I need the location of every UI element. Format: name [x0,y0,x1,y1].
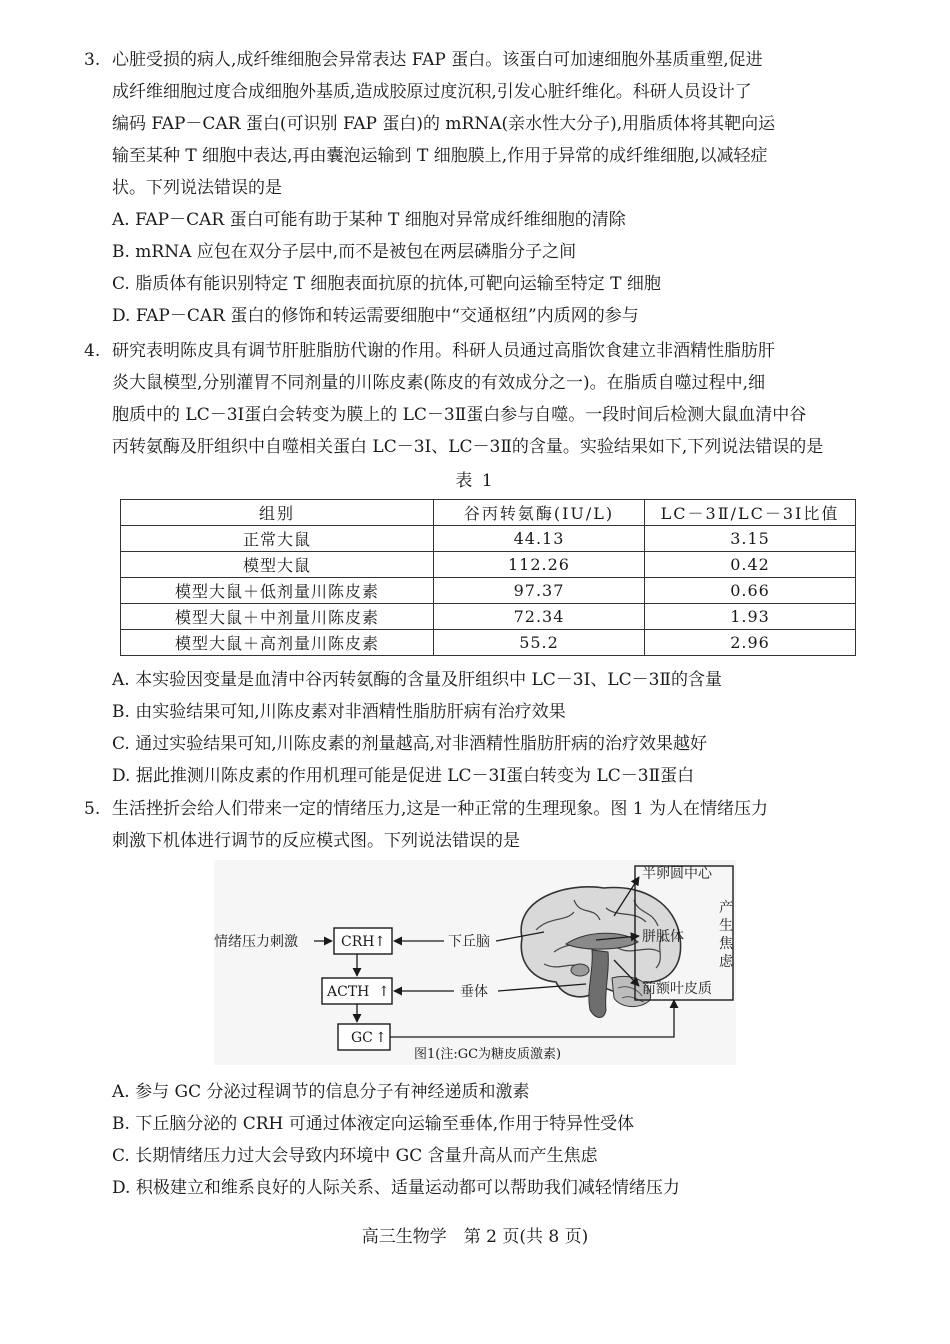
anxiety-label-char: 生 [719,918,733,934]
diagram-svg [214,860,736,1065]
table-cell: 44.13 [434,526,645,552]
question-4-options [84,664,874,792]
option-d: D. 据此推测川陈皮素的作用机理可能是促进 LC－3Ⅰ蛋白转变为 LC－3Ⅱ蛋白 [112,766,695,786]
stimulus-label: 情绪压力刺激 [214,934,298,950]
table-cell: 1.93 [645,604,856,630]
table-row [121,604,856,630]
prefrontal-label: 前额叶皮质 [642,981,712,997]
question-5 [84,793,874,857]
acth-label: ACTH [327,984,370,1000]
option-d: D. FAP－CAR 蛋白的修饰和转运需要细胞中“交通枢纽”内质网的参与 [112,306,639,326]
table-row [121,552,856,578]
option-a: A. FAP－CAR 蛋白可能有助于某种 T 细胞对异常成纤维细胞的清除 [112,210,626,230]
question-5-line: 5. 生活挫折会给人们带来一定的情绪压力,这是一种正常的生理现象。图 1 为人在情绪压力 [84,793,874,825]
table-cell: 模型大鼠＋低剂量川陈皮素 [121,578,434,604]
table-row [121,578,856,604]
figure-caption: 图1(注:GC为糖皮质激素) [414,1047,562,1062]
results-table [120,499,856,656]
table-title: 表 1 [455,471,495,491]
question-4-line: 炎大鼠模型,分别灌胃不同剂量的川陈皮素(陈皮的有效成分之一)。在脂质自噬过程中,细 [112,373,766,393]
question-4-line: 胞质中的 LC－3Ⅰ蛋白会转变为膜上的 LC－3Ⅱ蛋白参与自噬。一段时间后检测大鼠血清中谷 [112,405,807,425]
question-3-line: 状。下列说法错误的是 [112,178,282,198]
option-a: A. 本实验因变量是血清中谷丙转氨酶的含量及肝组织中 LC－3Ⅰ、LC－3Ⅱ的含量 [112,670,722,690]
up-arrow-label: ↑ [374,934,386,950]
table-row [121,630,856,656]
table-header-cell: LC－3Ⅱ/LC－3Ⅰ比值 [645,500,856,526]
question-5-options [84,1076,874,1204]
option-b: B. 下丘脑分泌的 CRH 可通过体液定向运输至垂体,作用于特异性受体 [112,1114,635,1134]
option-b: B. 由实验结果可知,川陈皮素对非酒精性脂肪肝病有治疗效果 [112,702,566,722]
option-c: C. 长期情绪压力过大会导致内环境中 GC 含量升高从而产生焦虑 [112,1146,598,1166]
option-a: A. 参与 GC 分泌过程调节的信息分子有神经递质和激素 [112,1082,530,1102]
question-3-line: 输至某种 T 细胞中表达,再由囊泡运输到 T 细胞膜上,作用于异常的成纤维细胞,以减轻症 [112,146,768,166]
table-cell: 2.96 [645,630,856,656]
up-arrow-label: ↑ [378,984,390,1000]
table-cell: 0.42 [645,552,856,578]
table-header-row [121,500,856,526]
table-cell: 模型大鼠 [121,552,434,578]
anxiety-label-char: 产 [719,900,733,916]
question-3-line: 3. 心脏受损的病人,成纤维细胞会异常表达 FAP 蛋白。该蛋白可加速细胞外基质重塑,促进 [84,44,874,76]
hypothalamus-label: 下丘脑 [448,934,490,950]
option-c: C. 通过实验结果可知,川陈皮素的剂量越高,对非酒精性脂肪肝病的治疗效果越好 [112,734,708,754]
page-footer: 高三生物学 第 2 页(共 8 页) [361,1227,589,1247]
question-4-line: 丙转氨酶及肝组织中自噬相关蛋白 LC－3Ⅰ、LC－3Ⅱ的含量。实验结果如下,下列说法错误的是 [112,437,824,457]
table-cell: 72.34 [434,604,645,630]
anxiety-label-char: 虑 [719,954,733,970]
question-5-line: 刺激下机体进行调节的反应模式图。下列说法错误的是 [112,831,520,851]
question-number: 5. [84,799,101,819]
brain-illustration [521,887,680,1018]
option-d: D. 积极建立和维系良好的人际关系、适量运动都可以帮助我们减轻情绪压力 [112,1178,680,1198]
option-c: C. 脂质体有能识别特定 T 细胞表面抗原的抗体,可靶向运输至特定 T 细胞 [112,274,661,294]
up-arrow-label: ↑ [375,1030,387,1046]
corpus-callosum-label: 胼胝体 [642,929,684,945]
table-cell: 3.15 [645,526,856,552]
option-b: B. mRNA 应包在双分子层中,而不是被包在两层磷脂分子之间 [112,242,577,262]
gc-label: GC [351,1030,373,1046]
table-cell: 0.66 [645,578,856,604]
table-header-cell: 谷丙转氨酶(IU/L) [434,500,645,526]
stress-response-diagram [214,860,736,1065]
anxiety-label-char: 焦 [719,936,733,952]
question-4 [84,335,874,463]
question-number: 4. [84,341,101,361]
question-3-line: 编码 FAP－CAR 蛋白(可识别 FAP 蛋白)的 mRNA(亲水性大分子),用脂质体将其靶向运 [112,114,776,134]
table-row [121,526,856,552]
table-header-cell: 组别 [121,500,434,526]
table-cell: 模型大鼠＋高剂量川陈皮素 [121,630,434,656]
table-cell: 97.37 [434,578,645,604]
table-cell: 模型大鼠＋中剂量川陈皮素 [121,604,434,630]
semicircular-label: 半卵圆中心 [642,866,712,882]
table-cell: 55.2 [434,630,645,656]
table-cell: 112.26 [434,552,645,578]
question-3 [84,44,874,332]
question-3-line: 成纤维细胞过度合成细胞外基质,造成胶原过度沉积,引发心脏纤维化。科研人员设计了 [112,82,752,102]
question-number: 3. [84,50,101,70]
table-cell: 正常大鼠 [121,526,434,552]
crh-label: CRH [341,934,375,950]
pituitary-label: 垂体 [460,984,488,1000]
question-4-line: 4. 研究表明陈皮具有调节肝脏脂肪代谢的作用。科研人员通过高脂饮食建立非酒精性脂肪肝 [84,335,874,367]
